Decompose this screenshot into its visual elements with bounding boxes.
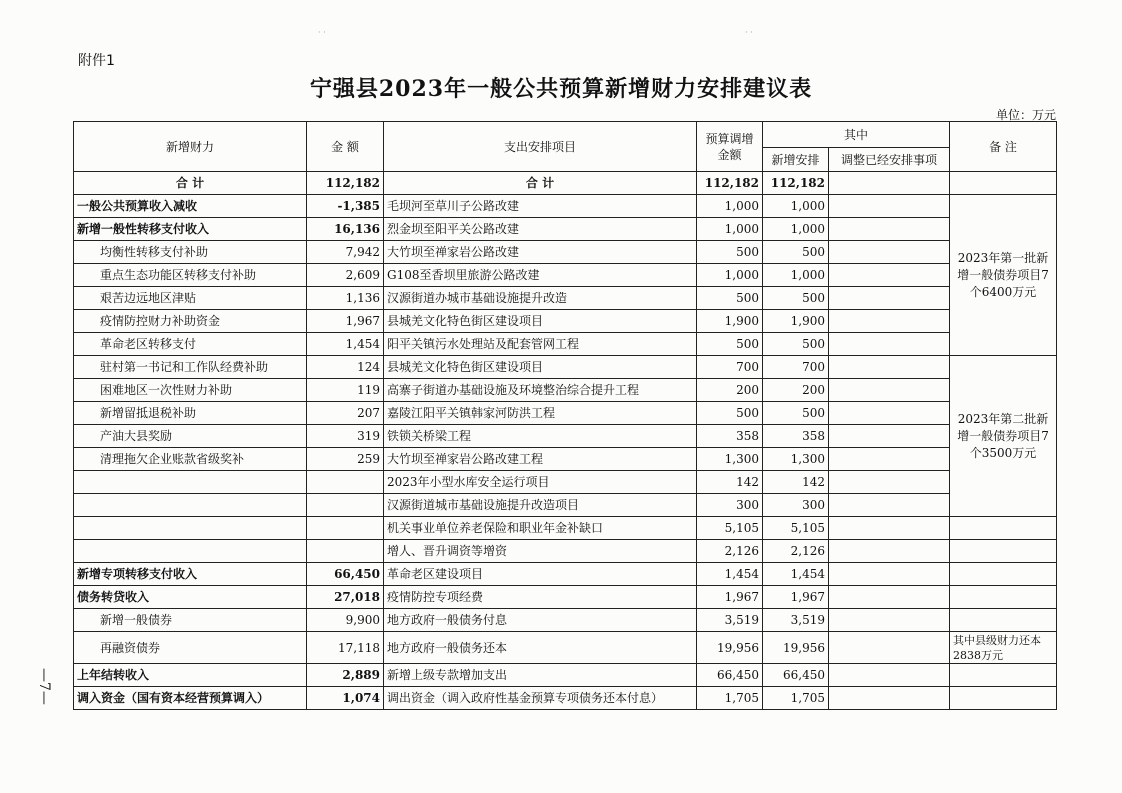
total-budget: 112,182 (697, 172, 763, 195)
table-row: 清理拖欠企业账款省级奖补 259 大竹坝至禅家岩公路改建工程 1,300 1,300 (74, 448, 1057, 471)
table-row: 2023年小型水库安全运行项目 142 142 (74, 471, 1057, 494)
table-row: 重点生态功能区转移支付补助 2,609 G108至香坝里旅游公路改建 1,000 1,000 (74, 264, 1057, 287)
table-row: 再融资债券 17,118 地方政府一般债务还本 19,956 19,956 其中县级财力还本2838万元 (74, 632, 1057, 664)
total-label: 合 计 (74, 172, 307, 195)
table-row: 均衡性转移支付补助 7,942 大竹坝至禅家岩公路改建 500 500 (74, 241, 1057, 264)
table-row: 新增一般性转移支付收入 16,136 烈金坝至阳平关公路改建 1,000 1,000 (74, 218, 1057, 241)
header-remark: 备 注 (950, 122, 1057, 172)
budget-table (73, 121, 1057, 710)
table-row: 新增一般债券 9,900 地方政府一般债务付息 3,519 3,519 (74, 609, 1057, 632)
table-row: 产油大县奖励 319 铁锁关桥梁工程 358 358 (74, 425, 1057, 448)
table-row: 汉源街道城市基础设施提升改造项目 300 300 (74, 494, 1057, 517)
page-title: 宁强县2023年一般公共预算新增财力安排建议表 (309, 76, 813, 102)
header-new: 新增安排 (763, 148, 829, 172)
table-row: 艰苦边远地区津贴 1,136 汉源街道办城市基础设施提升改造 500 500 (74, 287, 1057, 310)
table-row: 上年结转收入 2,889 新增上级专款增加支出 66,450 66,450 (74, 664, 1057, 687)
table-row: 增人、晋升调资等增资 2,126 2,126 (74, 540, 1057, 563)
header-adjust: 调整已经安排事项 (829, 148, 950, 172)
scan-dot: · · (318, 28, 326, 37)
page-number: —7— (36, 668, 52, 705)
header-group: 其中 (763, 122, 950, 148)
table-row: 疫情防控财力补助资金 1,967 县城羌文化特色街区建设项目 1,900 1,900 (74, 310, 1057, 333)
total-new: 112,182 (763, 172, 829, 195)
table-row: 新增专项转移支付收入 66,450 革命老区建设项目 1,454 1,454 (74, 563, 1057, 586)
table-row: 新增留抵退税补助 207 嘉陵江阳平关镇韩家河防洪工程 500 500 (74, 402, 1057, 425)
table-row: 调入资金（国有资本经营预算调入） 1,074 调出资金（调入政府性基金预算专项债务还本付息） 1,705 1,705 (74, 687, 1057, 710)
attachment-label: 附件1 (78, 53, 115, 69)
table-row: 驻村第一书记和工作队经费补助 124 县城羌文化特色街区建设项目 700 700 2023年第二批新增一般债券项目7个3500万元 (74, 356, 1057, 379)
scan-dot: · · (745, 28, 753, 37)
table-row: 困难地区一次性财力补助 119 高寨子街道办基础设施及环境整治综合提升工程 200 200 (74, 379, 1057, 402)
table-row: 一般公共预算收入减收 -1,385 毛坝河至草川子公路改建 1,000 1,000 2023年第一批新增一般债券项目7个6400万元 (74, 195, 1057, 218)
header-item: 支出安排项目 (384, 122, 697, 172)
header-source: 新增财力 (74, 122, 307, 172)
remark-batch2: 2023年第二批新增一般债券项目7个3500万元 (950, 356, 1057, 517)
table-row: 债务转贷收入 27,018 疫情防控专项经费 1,967 1,967 (74, 586, 1057, 609)
table-row: 机关事业单位养老保险和职业年金补缺口 5,105 5,105 (74, 517, 1057, 540)
remark-county: 其中县级财力还本2838万元 (950, 632, 1057, 664)
total-amount: 112,182 (307, 172, 384, 195)
table-row: 革命老区转移支付 1,454 阳平关镇污水处理站及配套管网工程 500 500 (74, 333, 1057, 356)
header-budget: 预算调增金额 (697, 122, 763, 172)
header-amount: 金 额 (307, 122, 384, 172)
unit-label: 单位：万元 (995, 108, 1056, 122)
total-label-right: 合 计 (384, 172, 697, 195)
remark-batch1: 2023年第一批新增一般债券项目7个6400万元 (950, 195, 1057, 356)
total-row (74, 172, 1057, 195)
